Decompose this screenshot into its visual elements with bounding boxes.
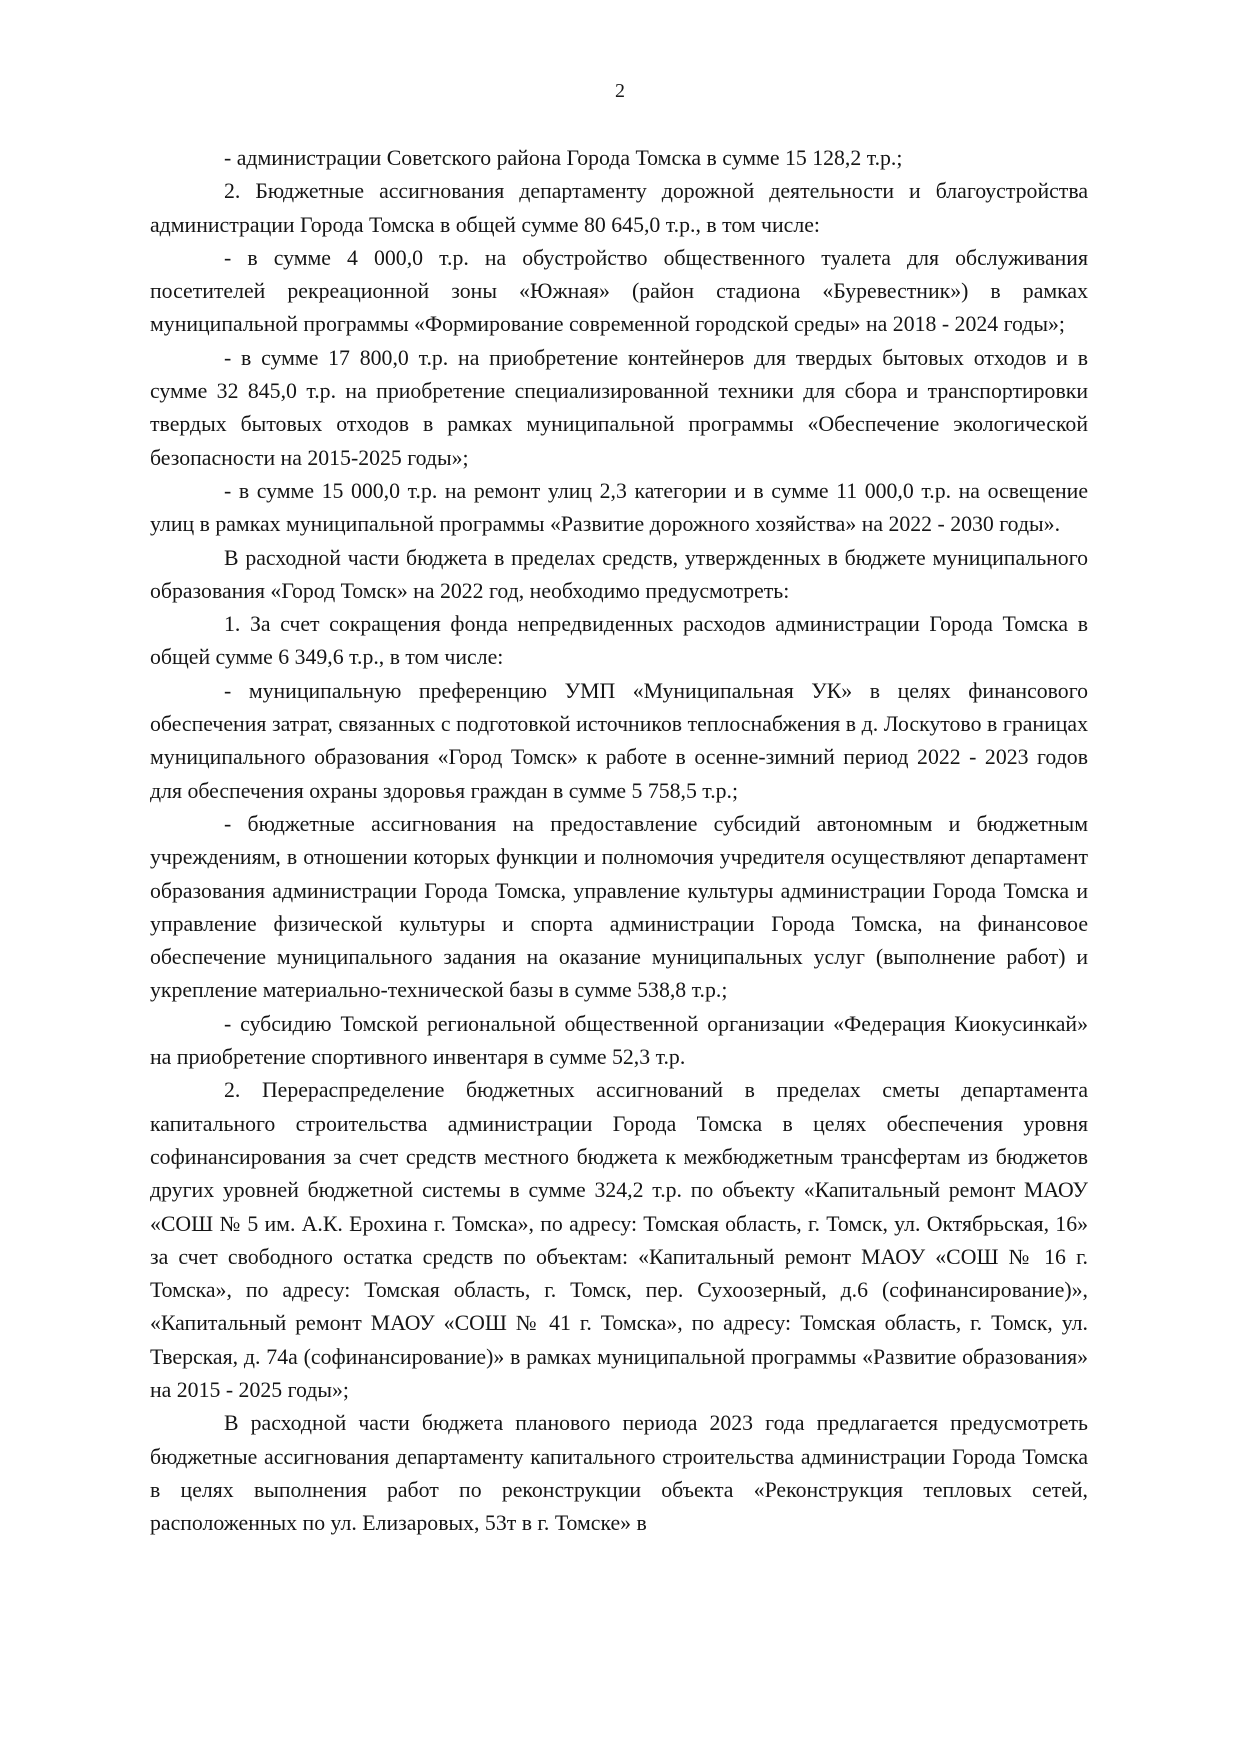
paragraph: - в сумме 17 800,0 т.р. на приобретение контейнеров для твердых бытовых отходов и в сумме 32 845,0 т.р. на приобретение специализированной техники для сбора и транспортировки твердых бытовых отходов в рамках муниципальной программы «Обеспечение экологической безопасности на 2015-2025 годы»; bbox=[150, 345, 1088, 470]
paragraph: 2. Перераспределение бюджетных ассигнований в пределах сметы департамента капитального строительства администрации Города Томска в целях обеспечения уровня софинансирования за счет средств местного бюджета к межбюджетным трансфертам из бюджетов других уровней бюджетной системы в сумме 324,2 т.р. по объекту «Капитальный ремонт МАОУ «СОШ № 5 им. А.К. Ерохина г. Томска», по адресу: Томская область, г. Томск, ул. Октябрьская, 16» за счет свободного остатка средств по объектам: «Капитальный ремонт МАОУ «СОШ № 16 г. Томска», по адресу: Томская область, г. Томск, пер. Сухоозерный, д.6 (софинансирование)», «Капитальный ремонт МАОУ «СОШ № 41 г. Томска», по адресу: Томская область, г. Томск, ул. Тверская, д. 74а (софинансирование)» в рамках муниципальной программы «Развитие образования» на 2015 - 2025 годы»; bbox=[150, 1078, 1088, 1402]
document-body bbox=[150, 142, 1088, 1540]
paragraph: - бюджетные ассигнования на предоставление субсидий автономным и бюджетным учреждениям, в отношении которых функции и полномочия учредителя осуществляют департамент образования администрации Города Томска, управление культуры администрации Города Томска и управление физической культуры и спорта администрации Города Томска, на финансовое обеспечение муниципального задания на оказание муниципальных услуг (выполнение работ) и укрепление материально-технической базы в сумме 538,8 т.р.; bbox=[150, 811, 1088, 1003]
paragraph: - администрации Советского района Города Томска в сумме 15 128,2 т.р.; bbox=[224, 146, 903, 170]
paragraph: - муниципальную преференцию УМП «Муниципальная УК» в целях финансового обеспечения затрат, связанных с подготовкой источников теплоснабжения в д. Лоскутово в границах муниципального образования «Город Томск» к работе в осенне-зимний период 2022 - 2023 годов для обеспечения охраны здоровья граждан в сумме 5 758,5 т.р.; bbox=[150, 678, 1088, 803]
paragraph: 1. За счет сокращения фонда непредвиденных расходов администрации Города Томска в общей сумме 6 349,6 т.р., в том числе: bbox=[150, 612, 1088, 670]
paragraph: - в сумме 4 000,0 т.р. на обустройство общественного туалета для обслуживания посетителей рекреационной зоны «Южная» (район стадиона «Буревестник») в рамках муниципальной программы «Формирование современной городской среды» на 2018 - 2024 годы»; bbox=[150, 245, 1088, 337]
paragraph: 2. Бюджетные ассигнования департаменту дорожной деятельности и благоустройства администрации Города Томска в общей сумме 80 645,0 т.р., в том числе: bbox=[150, 179, 1088, 237]
page-number: 2 bbox=[615, 80, 625, 102]
paragraph: - субсидию Томской региональной общественной организации «Федерация Киокусинкай» на приобретение спортивного инвентаря в сумме 52,3 т.р. bbox=[150, 1011, 1088, 1070]
paragraph: В расходной части бюджета планового периода 2023 года предлагается предусмотреть бюджетные ассигнования департаменту капитального строительства администрации Города Томска в целях выполнения работ по реконструкции объекта «Реконструкция тепловых сетей, расположенных по ул. Елизаровых, 53т в г. Томске» в bbox=[150, 1411, 1088, 1536]
paragraph: В расходной части бюджета в пределах средств, утвержденных в бюджете муниципального образования «Город Томск» на 2022 год, необходимо предусмотреть: bbox=[150, 545, 1088, 603]
paragraph: - в сумме 15 000,0 т.р. на ремонт улиц 2,3 категории и в сумме 11 000,0 т.р. на освещение улиц в рамках муниципальной программы «Развитие дорожного хозяйства» на 2022 - 2030 годы». bbox=[150, 478, 1088, 537]
